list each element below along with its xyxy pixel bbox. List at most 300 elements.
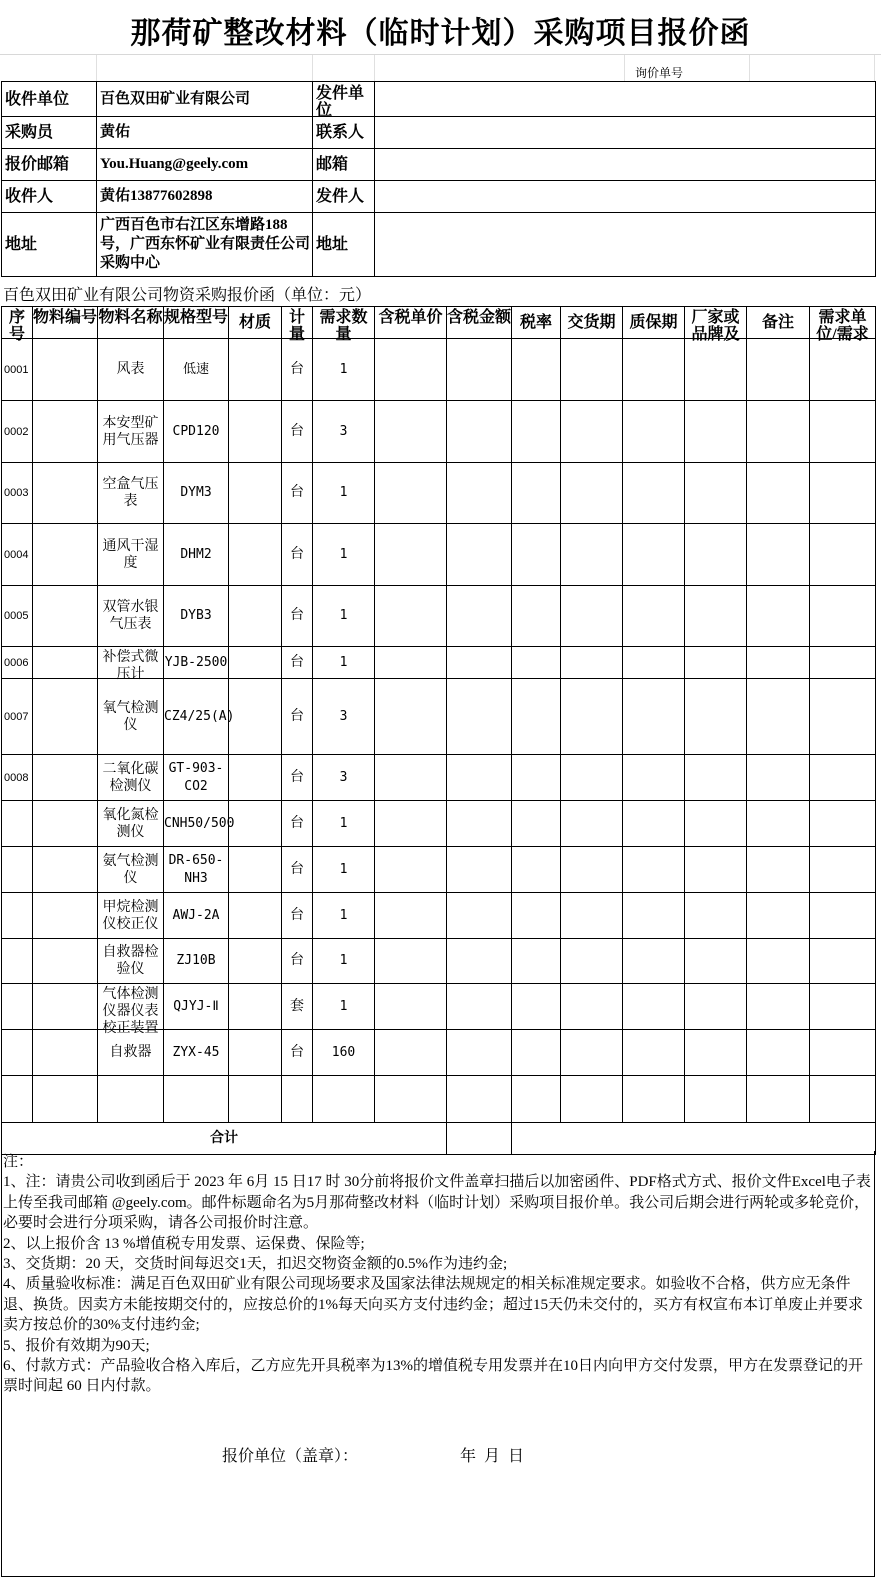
- total-row: [2, 1123, 876, 1155]
- info-value[interactable]: [375, 117, 876, 149]
- cell-empty[interactable]: [447, 679, 512, 755]
- cell-empty[interactable]: [685, 755, 747, 801]
- info-label: 收件人: [2, 181, 97, 213]
- column-header: 交货期: [561, 307, 623, 339]
- cell-empty[interactable]: [747, 647, 810, 679]
- cell-code[interactable]: [33, 1030, 98, 1076]
- cell-empty[interactable]: [561, 647, 623, 679]
- cell-qty[interactable]: 1: [313, 463, 375, 524]
- cell-empty[interactable]: [623, 847, 685, 893]
- cell-empty[interactable]: [375, 401, 447, 463]
- cell-qty[interactable]: 1: [313, 801, 375, 847]
- cell-unit[interactable]: 台: [282, 339, 313, 401]
- cell-empty[interactable]: [623, 893, 685, 939]
- cell-name[interactable]: 氧化氮检测仪: [98, 801, 164, 847]
- table-row: [2, 401, 876, 463]
- cell-empty[interactable]: [810, 801, 876, 847]
- cell-spec[interactable]: ZJ10B: [164, 939, 229, 984]
- column-header: 需求单位/需求: [810, 307, 876, 339]
- total-rest: [512, 1123, 876, 1155]
- table-row: [2, 801, 876, 847]
- note-item: 2、以上报价含 13 %增值税专用发票、运保费、保险等;: [3, 1235, 365, 1252]
- cell-name[interactable]: 气体检测仪器仪表校正装置: [98, 984, 164, 1030]
- cell-name[interactable]: 空盒气压表: [98, 463, 164, 524]
- info-table: [1, 81, 876, 277]
- column-header: 备注: [747, 307, 810, 339]
- info-label: 地址: [2, 213, 97, 277]
- info-row: [2, 213, 876, 277]
- notes-heading: 注：: [3, 1154, 34, 1170]
- items-table: [1, 306, 876, 1155]
- column-header: 材质: [229, 307, 282, 339]
- cell-spec[interactable]: AWJ-2A: [164, 893, 229, 939]
- cell-empty[interactable]: [685, 1076, 747, 1123]
- cell-empty[interactable]: [447, 939, 512, 984]
- cell-empty[interactable]: [685, 679, 747, 755]
- info-value[interactable]: 百色双田矿业有限公司: [97, 82, 313, 117]
- cell-empty[interactable]: [747, 1030, 810, 1076]
- cell-seq[interactable]: 0005: [2, 586, 33, 647]
- column-header: 物料编号: [33, 307, 98, 339]
- info-row: [2, 82, 876, 117]
- cell-qty[interactable]: 3: [313, 401, 375, 463]
- cell-empty[interactable]: [685, 339, 747, 401]
- table-row: [2, 339, 876, 401]
- cell-empty[interactable]: [375, 463, 447, 524]
- cell-empty[interactable]: [810, 339, 876, 401]
- cell-unit[interactable]: 台: [282, 586, 313, 647]
- cell-empty[interactable]: [747, 586, 810, 647]
- cell-name[interactable]: 自救器检验仪: [98, 939, 164, 984]
- cell-qty[interactable]: 1: [313, 586, 375, 647]
- cell-material[interactable]: [229, 679, 282, 755]
- cell-empty[interactable]: [623, 939, 685, 984]
- cell-empty[interactable]: [810, 463, 876, 524]
- cell-empty[interactable]: [685, 801, 747, 847]
- table-row: [2, 984, 876, 1030]
- note-item: 5、报价有效期为90天;: [3, 1337, 150, 1354]
- cell-material[interactable]: [229, 847, 282, 893]
- cell-empty[interactable]: [623, 984, 685, 1030]
- cell-seq[interactable]: [2, 893, 33, 939]
- cell-spec[interactable]: CZ4/25(A): [164, 679, 229, 755]
- cell-empty[interactable]: [747, 679, 810, 755]
- cell-empty[interactable]: [512, 939, 561, 984]
- cell-seq[interactable]: [2, 847, 33, 893]
- cell-empty[interactable]: [561, 893, 623, 939]
- cell-code[interactable]: [33, 1076, 98, 1123]
- cell-code[interactable]: [33, 679, 98, 755]
- info-value[interactable]: [375, 181, 876, 213]
- cell-qty[interactable]: 1: [313, 524, 375, 586]
- cell-empty[interactable]: [623, 755, 685, 801]
- info-label: 邮箱: [313, 149, 375, 181]
- cell-empty[interactable]: [375, 847, 447, 893]
- cell-empty[interactable]: [685, 939, 747, 984]
- cell-empty[interactable]: [447, 401, 512, 463]
- cell-seq[interactable]: 0008: [2, 755, 33, 801]
- info-value[interactable]: [375, 82, 876, 117]
- cell-code[interactable]: [33, 939, 98, 984]
- cell-empty[interactable]: [512, 1076, 561, 1123]
- info-row: [2, 117, 876, 149]
- cell-empty[interactable]: [685, 1030, 747, 1076]
- cell-unit[interactable]: 套: [282, 984, 313, 1030]
- cell-unit[interactable]: 台: [282, 847, 313, 893]
- cell-empty[interactable]: [447, 586, 512, 647]
- cell-empty[interactable]: [810, 647, 876, 679]
- cell-empty[interactable]: [561, 401, 623, 463]
- cell-empty[interactable]: [623, 679, 685, 755]
- cell-empty[interactable]: [747, 984, 810, 1030]
- cell-empty[interactable]: [810, 401, 876, 463]
- cell-empty[interactable]: [512, 339, 561, 401]
- cell-unit[interactable]: 台: [282, 524, 313, 586]
- cell-empty[interactable]: [561, 939, 623, 984]
- cell-empty[interactable]: [747, 463, 810, 524]
- cell-empty[interactable]: [623, 1030, 685, 1076]
- cell-empty[interactable]: [561, 847, 623, 893]
- cell-code[interactable]: [33, 893, 98, 939]
- cell-seq[interactable]: [2, 1030, 33, 1076]
- cell-empty[interactable]: [810, 679, 876, 755]
- cell-empty[interactable]: [561, 1076, 623, 1123]
- cell-name[interactable]: 通风干湿度: [98, 524, 164, 586]
- cell-material[interactable]: [229, 647, 282, 679]
- cell-material[interactable]: [229, 401, 282, 463]
- cell-qty[interactable]: 1: [313, 939, 375, 984]
- cell-empty[interactable]: [561, 586, 623, 647]
- table-row: [2, 524, 876, 586]
- table-subtitle: 百色双田矿业有限公司物资采购报价函（单位：元）: [3, 287, 372, 304]
- cell-seq[interactable]: 0003: [2, 463, 33, 524]
- cell-empty[interactable]: [747, 801, 810, 847]
- cell-empty[interactable]: [561, 339, 623, 401]
- cell-empty[interactable]: [747, 524, 810, 586]
- cell-empty[interactable]: [375, 647, 447, 679]
- cell-material[interactable]: [229, 1030, 282, 1076]
- cell-unit[interactable]: 台: [282, 801, 313, 847]
- cell-qty[interactable]: 3: [313, 679, 375, 755]
- cell-empty[interactable]: [685, 984, 747, 1030]
- cell-empty[interactable]: [623, 339, 685, 401]
- cell-empty[interactable]: [747, 401, 810, 463]
- column-header: 需求数量: [313, 307, 375, 339]
- cell-empty[interactable]: [747, 847, 810, 893]
- cell-empty[interactable]: [512, 984, 561, 1030]
- cell-empty[interactable]: [747, 893, 810, 939]
- cell-spec[interactable]: DHM2: [164, 524, 229, 586]
- cell-spec[interactable]: DR-650-NH3: [164, 847, 229, 893]
- cell-material[interactable]: [229, 755, 282, 801]
- info-row: [2, 181, 876, 213]
- cell-empty[interactable]: [375, 893, 447, 939]
- info-label: 发件人: [313, 181, 375, 213]
- cell-seq[interactable]: 0007: [2, 679, 33, 755]
- cell-seq[interactable]: [2, 1076, 33, 1123]
- cell-unit[interactable]: 台: [282, 939, 313, 984]
- info-label: 发件单位: [313, 82, 375, 117]
- table-row: [2, 586, 876, 647]
- cell-code[interactable]: [33, 524, 98, 586]
- info-label: 收件单位: [2, 82, 97, 117]
- cell-empty[interactable]: [623, 647, 685, 679]
- cell-code[interactable]: [33, 463, 98, 524]
- info-label: 联系人: [313, 117, 375, 149]
- cell-unit[interactable]: 台: [282, 893, 313, 939]
- table-row: [2, 893, 876, 939]
- cell-spec[interactable]: [164, 1076, 229, 1123]
- cell-code[interactable]: [33, 984, 98, 1030]
- cell-empty[interactable]: [512, 801, 561, 847]
- cell-empty[interactable]: [447, 984, 512, 1030]
- cell-empty[interactable]: [747, 339, 810, 401]
- info-value[interactable]: [375, 149, 876, 181]
- cell-empty[interactable]: [685, 893, 747, 939]
- cell-material[interactable]: [229, 586, 282, 647]
- note-item: 6、付款方式：产品验收合格入库后，乙方应先开具税率为13%的增值税专用发票并在10日内向甲方交付发票，甲方在发票登记的开票时间起 60 日内付款。: [3, 1358, 864, 1395]
- cell-empty[interactable]: [685, 524, 747, 586]
- cell-empty[interactable]: [561, 463, 623, 524]
- cell-empty[interactable]: [561, 524, 623, 586]
- cell-empty[interactable]: [447, 893, 512, 939]
- cell-empty[interactable]: [685, 401, 747, 463]
- cell-material[interactable]: [229, 524, 282, 586]
- cell-material[interactable]: [229, 939, 282, 984]
- info-label: 报价邮箱: [2, 149, 97, 181]
- column-header: 计量: [282, 307, 313, 339]
- cell-empty[interactable]: [447, 524, 512, 586]
- cell-empty[interactable]: [375, 339, 447, 401]
- cell-empty[interactable]: [810, 984, 876, 1030]
- cell-seq[interactable]: 0002: [2, 401, 33, 463]
- cell-empty[interactable]: [447, 847, 512, 893]
- info-row: [2, 149, 876, 181]
- cell-code[interactable]: [33, 801, 98, 847]
- signature-date: 年 月 日: [460, 1448, 525, 1465]
- info-label: 地址: [313, 213, 375, 277]
- cell-empty[interactable]: [810, 1076, 876, 1123]
- cell-seq[interactable]: 0004: [2, 524, 33, 586]
- cell-empty[interactable]: [810, 524, 876, 586]
- column-header: 厂家或品牌及: [685, 307, 747, 339]
- cell-name[interactable]: [98, 1076, 164, 1123]
- inquiry-number-label: 询价单号: [635, 66, 684, 80]
- cell-spec[interactable]: ZYX-45: [164, 1030, 229, 1076]
- cell-name[interactable]: 本安型矿用气压器: [98, 401, 164, 463]
- cell-code[interactable]: [33, 847, 98, 893]
- cell-empty[interactable]: [623, 401, 685, 463]
- cell-qty[interactable]: [313, 1076, 375, 1123]
- column-header: 规格型号: [164, 307, 229, 339]
- cell-empty[interactable]: [447, 647, 512, 679]
- table-row: [2, 679, 876, 755]
- cell-empty[interactable]: [561, 755, 623, 801]
- cell-material[interactable]: [229, 339, 282, 401]
- note-item: 4、质量验收标准：满足百色双田矿业有限公司现场要求及国家法律法规规定的相关标准规定要求。如验收不合格，供方应无条件退、换货。因卖方未能按期交付的，应按总价的1%每天向买方支付违约金；超过15天仍未交付的，买方有权宣布本订单废止并要求卖方按总价的30%支付违约金;: [3, 1276, 864, 1334]
- cell-name[interactable]: 二氧化碳检测仪: [98, 755, 164, 801]
- cell-name[interactable]: 风表: [98, 339, 164, 401]
- cell-qty[interactable]: 1: [313, 893, 375, 939]
- column-header: 质保期: [623, 307, 685, 339]
- cell-empty[interactable]: [623, 801, 685, 847]
- info-value[interactable]: You.Huang@geely.com: [97, 149, 313, 181]
- cell-code[interactable]: [33, 339, 98, 401]
- cell-name[interactable]: 自救器: [98, 1030, 164, 1076]
- total-amount[interactable]: [447, 1123, 512, 1155]
- cell-spec[interactable]: GT-903-CO2: [164, 755, 229, 801]
- cell-spec[interactable]: CNH50/500: [164, 801, 229, 847]
- cell-spec[interactable]: DYM3: [164, 463, 229, 524]
- cell-empty[interactable]: [447, 801, 512, 847]
- cell-unit[interactable]: 台: [282, 401, 313, 463]
- cell-empty[interactable]: [447, 339, 512, 401]
- cell-empty[interactable]: [512, 524, 561, 586]
- cell-empty[interactable]: [375, 984, 447, 1030]
- cell-empty[interactable]: [561, 984, 623, 1030]
- cell-name[interactable]: 甲烷检测仪校正仪: [98, 893, 164, 939]
- cell-empty[interactable]: [512, 647, 561, 679]
- cell-empty[interactable]: [375, 586, 447, 647]
- cell-unit[interactable]: 台: [282, 679, 313, 755]
- cell-name[interactable]: 氨气检测仪: [98, 847, 164, 893]
- table-row: [2, 847, 876, 893]
- cell-empty[interactable]: [561, 801, 623, 847]
- table-row: [2, 463, 876, 524]
- cell-material[interactable]: [229, 1076, 282, 1123]
- cell-empty[interactable]: [512, 893, 561, 939]
- note-item: 3、交货期：20 天，交货时间每迟交1天，扣迟交物资金额的0.5%作为违约金;: [3, 1256, 508, 1273]
- cell-empty[interactable]: [512, 679, 561, 755]
- page-title: 那荷矿整改材料（临时计划）采购项目报价函: [130, 17, 751, 50]
- cell-seq[interactable]: 0001: [2, 339, 33, 401]
- cell-qty[interactable]: 1: [313, 847, 375, 893]
- cell-empty[interactable]: [375, 1076, 447, 1123]
- cell-unit[interactable]: [282, 1076, 313, 1123]
- cell-empty[interactable]: [447, 1030, 512, 1076]
- cell-empty[interactable]: [512, 401, 561, 463]
- column-header: 物料名称: [98, 307, 164, 339]
- cell-material[interactable]: [229, 984, 282, 1030]
- cell-seq[interactable]: [2, 801, 33, 847]
- cell-empty[interactable]: [810, 847, 876, 893]
- cell-empty[interactable]: [447, 463, 512, 524]
- cell-unit[interactable]: 台: [282, 463, 313, 524]
- cell-empty[interactable]: [512, 463, 561, 524]
- cell-empty[interactable]: [375, 1030, 447, 1076]
- cell-spec[interactable]: CPD120: [164, 401, 229, 463]
- cell-unit[interactable]: 台: [282, 1030, 313, 1076]
- cell-empty[interactable]: [685, 586, 747, 647]
- cell-code[interactable]: [33, 647, 98, 679]
- note-item: 1、注：请贵公司收到函后于 2023 年 6月 15 日17 时 30分前将报价文件盖章扫描后以加密函件、PDF格式方式、报价文件Excel电子表上传至我司邮箱 @geely.com。邮件标题命名为5月那荷整改材料（临时计划）采购项目报价单。我公司后期会进行两轮或多轮竞价，必要时会进行分项采购，请各公司报价时注意。: [3, 1174, 871, 1232]
- cell-empty[interactable]: [512, 847, 561, 893]
- table-row: [2, 1076, 876, 1123]
- cell-empty[interactable]: [623, 463, 685, 524]
- cell-empty[interactable]: [623, 1076, 685, 1123]
- cell-code[interactable]: [33, 586, 98, 647]
- cell-empty[interactable]: [512, 586, 561, 647]
- total-label: 合计: [2, 1123, 447, 1155]
- cell-empty[interactable]: [447, 1076, 512, 1123]
- sheet-gridlines: [0, 54, 881, 82]
- info-label: 采购员: [2, 117, 97, 149]
- table-row: [2, 755, 876, 801]
- cell-unit[interactable]: 台: [282, 755, 313, 801]
- cell-spec[interactable]: YJB-2500: [164, 647, 229, 679]
- cell-spec[interactable]: DYB3: [164, 586, 229, 647]
- info-value[interactable]: 黄佑: [97, 117, 313, 149]
- column-header: 含税单价: [375, 307, 447, 339]
- cell-empty[interactable]: [375, 755, 447, 801]
- cell-unit[interactable]: 台: [282, 647, 313, 679]
- cell-material[interactable]: [229, 463, 282, 524]
- cell-seq[interactable]: 0006: [2, 647, 33, 679]
- cell-material[interactable]: [229, 801, 282, 847]
- cell-empty[interactable]: [810, 893, 876, 939]
- cell-qty[interactable]: 1: [313, 984, 375, 1030]
- table-row: [2, 647, 876, 679]
- cell-code[interactable]: [33, 401, 98, 463]
- notes-section: [3, 1152, 873, 1397]
- cell-empty[interactable]: [810, 586, 876, 647]
- cell-empty[interactable]: [512, 755, 561, 801]
- cell-empty[interactable]: [623, 524, 685, 586]
- cell-empty[interactable]: [561, 1030, 623, 1076]
- cell-empty[interactable]: [747, 1076, 810, 1123]
- cell-empty[interactable]: [447, 755, 512, 801]
- cell-empty[interactable]: [810, 755, 876, 801]
- column-header: 序号: [2, 307, 33, 339]
- info-value[interactable]: 黄佑13877602898: [97, 181, 313, 213]
- cell-empty[interactable]: [747, 755, 810, 801]
- cell-empty[interactable]: [561, 679, 623, 755]
- cell-code[interactable]: [33, 755, 98, 801]
- cell-empty[interactable]: [375, 524, 447, 586]
- cell-empty[interactable]: [375, 801, 447, 847]
- info-value[interactable]: [375, 213, 876, 277]
- cell-empty[interactable]: [375, 679, 447, 755]
- cell-material[interactable]: [229, 893, 282, 939]
- column-header: 税率: [512, 307, 561, 339]
- cell-empty[interactable]: [685, 647, 747, 679]
- cell-spec[interactable]: 低速: [164, 339, 229, 401]
- signature-label: 报价单位（盖章）：: [222, 1448, 359, 1465]
- cell-empty[interactable]: [375, 939, 447, 984]
- cell-empty[interactable]: [623, 586, 685, 647]
- table-header-row: [2, 307, 876, 339]
- info-value[interactable]: 广西百色市右江区东增路188号，广西东怀矿业有限责任公司采购中心: [97, 213, 313, 277]
- column-header: 含税金额: [447, 307, 512, 339]
- cell-qty[interactable]: 3: [313, 755, 375, 801]
- cell-empty[interactable]: [512, 1030, 561, 1076]
- cell-name[interactable]: 氧气检测仪: [98, 679, 164, 755]
- cell-qty[interactable]: 160: [313, 1030, 375, 1076]
- cell-empty[interactable]: [747, 939, 810, 984]
- cell-empty[interactable]: [685, 463, 747, 524]
- cell-empty[interactable]: [810, 1030, 876, 1076]
- cell-empty[interactable]: [810, 939, 876, 984]
- cell-seq[interactable]: [2, 939, 33, 984]
- cell-spec[interactable]: QJYJ-Ⅱ: [164, 984, 229, 1030]
- cell-seq[interactable]: [2, 984, 33, 1030]
- cell-name[interactable]: 双管水银气压表: [98, 586, 164, 647]
- cell-qty[interactable]: 1: [313, 339, 375, 401]
- cell-empty[interactable]: [685, 847, 747, 893]
- cell-qty[interactable]: 1: [313, 647, 375, 679]
- cell-name[interactable]: 补偿式微压计: [98, 647, 164, 679]
- table-row: [2, 939, 876, 984]
